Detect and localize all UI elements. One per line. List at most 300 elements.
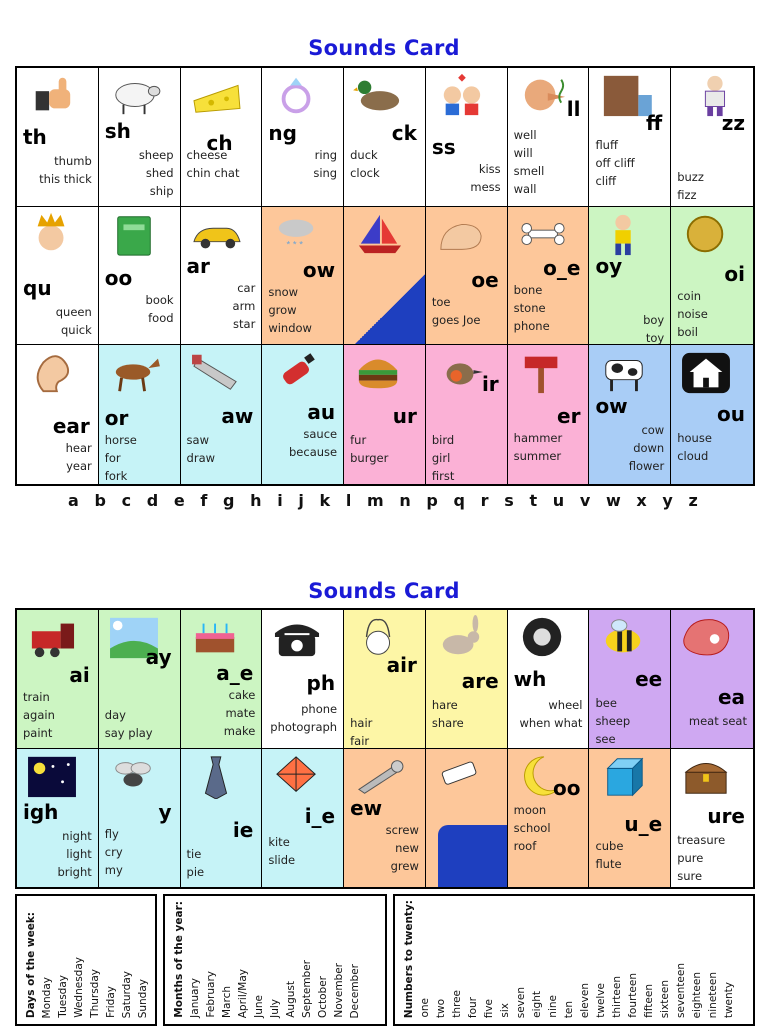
example-word: smell: [513, 164, 545, 178]
sound-cell: [589, 207, 671, 346]
list-item: thirteen: [611, 976, 623, 1018]
example-word: stone: [513, 300, 546, 315]
cake-icon: [187, 614, 245, 660]
list-item: four: [467, 996, 479, 1018]
example-word: bee: [595, 696, 617, 710]
train-icon: [23, 614, 81, 660]
sound-label: ur: [392, 404, 417, 429]
example-word: school: [513, 820, 551, 835]
sound-label: u_e: [624, 811, 663, 836]
sound-cell: [181, 68, 263, 207]
list-item: twelve: [595, 983, 607, 1018]
example-word: horse: [104, 433, 137, 448]
example-word: hear: [65, 441, 92, 456]
example-word: night: [62, 828, 92, 843]
example-word: food: [148, 310, 174, 325]
alphabet-letter: x: [636, 491, 647, 510]
example-word: saw: [186, 433, 209, 448]
telephone-icon: [268, 614, 326, 660]
sound-label: oy: [595, 253, 623, 278]
glue-tube-icon: [432, 753, 490, 799]
meat-icon: [677, 614, 735, 660]
example-word: boil: [677, 324, 698, 339]
example-word: car: [237, 280, 256, 295]
list-item: February: [205, 971, 217, 1018]
sound-cell: [181, 207, 263, 346]
boy-icon: [595, 211, 653, 257]
example-words: [677, 168, 747, 204]
example-word: off cliff: [595, 156, 635, 170]
example-words: [514, 126, 583, 198]
example-word: sheep: [138, 148, 174, 162]
list-item: eighteen: [691, 971, 703, 1018]
example-word: phone: [513, 318, 550, 333]
sound-label: ear: [52, 414, 90, 439]
svg-text:* * *: * * *: [286, 239, 304, 251]
list-item: July: [269, 999, 281, 1018]
sound-label: er: [557, 404, 581, 429]
blue-block: [438, 825, 507, 887]
example-word: share: [431, 716, 464, 730]
sound-label: ie: [232, 817, 254, 842]
example-word: sing: [313, 166, 338, 180]
example-word: cheese: [186, 148, 228, 162]
sound-cell: [589, 345, 671, 484]
example-word: sauce: [303, 427, 338, 442]
sound-label: ai: [69, 663, 90, 687]
alphabet-letter: r: [480, 491, 489, 510]
example-word: cow: [641, 423, 665, 438]
example-word: when what: [519, 716, 583, 730]
screw-icon: [350, 753, 408, 799]
example-word: roof: [513, 838, 537, 853]
example-words: [432, 431, 501, 484]
example-words: [187, 845, 256, 881]
example-words: [514, 281, 583, 335]
example-word: kiss: [478, 162, 501, 176]
car-icon: [187, 211, 245, 257]
example-words: [23, 303, 92, 339]
example-words: [677, 287, 747, 341]
example-word: house: [677, 431, 712, 446]
example-word: window: [268, 320, 312, 335]
example-word: hammer: [513, 431, 563, 446]
sound-label: ph: [306, 671, 336, 695]
example-word: hair: [350, 716, 373, 730]
list-heading: Days of the week:: [25, 911, 37, 1018]
sound-cell: [508, 207, 590, 346]
example-word: goes Joe: [431, 312, 481, 327]
sound-cell: [344, 68, 426, 207]
example-words: [105, 291, 174, 327]
wheel-icon: [514, 614, 572, 660]
sound-cell: [671, 749, 753, 888]
sound-label: i_e: [304, 803, 336, 828]
sound-cell: [344, 610, 426, 749]
list-item: fifteen: [643, 984, 655, 1018]
example-word: flute: [595, 856, 622, 871]
sound-label: ure: [707, 803, 745, 828]
alphabet-letter: l: [345, 491, 352, 510]
sound-cell: [262, 749, 344, 888]
sound-cell: [181, 345, 263, 484]
example-word: burger: [350, 451, 389, 466]
alphabet-letter: f: [200, 491, 208, 510]
list-item: April/May: [237, 968, 249, 1018]
example-word: again: [23, 708, 55, 722]
example-word: mate: [225, 706, 256, 720]
sound-label: ff: [646, 111, 663, 135]
list-item: November: [333, 963, 345, 1018]
example-words: [514, 429, 583, 465]
alphabet-letter: i: [277, 491, 283, 510]
example-word: light: [66, 846, 92, 861]
example-word: shed: [145, 166, 174, 180]
alphabet-letter: m: [367, 491, 384, 510]
alphabet-letter: b: [94, 491, 106, 510]
example-words: [677, 712, 747, 730]
sound-label: ng: [268, 121, 297, 145]
alphabet-letter: s: [504, 491, 514, 510]
example-word: screw: [385, 822, 419, 837]
example-word: paint: [23, 726, 53, 740]
example-word: quick: [60, 322, 92, 337]
example-words: [105, 431, 174, 484]
list-item: August: [285, 981, 297, 1018]
example-word: this thick: [39, 172, 92, 186]
example-words: [105, 706, 174, 742]
sound-cell: [344, 749, 426, 888]
sound-cell: [426, 610, 508, 749]
blue-wedge: [355, 274, 425, 344]
sound-cell: [671, 345, 753, 484]
sound-label: ll: [566, 97, 581, 121]
example-words: [187, 279, 256, 333]
example-words: [514, 801, 583, 855]
sounds-card-1-grid: [15, 66, 755, 486]
sound-label: ee: [635, 667, 663, 691]
sound-cell: [671, 207, 753, 346]
house-icon: [677, 349, 735, 395]
alphabet-letter: n: [399, 491, 411, 510]
ring-icon: [268, 72, 326, 118]
example-word: summer: [513, 449, 562, 464]
list-item: nineteen: [707, 971, 719, 1018]
example-word: sheep: [595, 714, 631, 728]
days-list: [23, 912, 151, 1018]
example-word: fizz: [677, 188, 697, 202]
days-box: [15, 894, 157, 1026]
sound-cell: [344, 345, 426, 484]
list-item: October: [317, 975, 329, 1018]
sound-label: wh: [513, 667, 547, 691]
example-words: [187, 146, 256, 182]
sound-cell: [344, 207, 426, 346]
smell-face-icon: [514, 72, 572, 118]
example-word: clock: [350, 166, 380, 180]
example-word: first: [431, 469, 455, 484]
example-word: bright: [57, 864, 92, 879]
sound-cell: [99, 749, 181, 888]
sound-cell: [262, 610, 344, 749]
list-item: six: [499, 1003, 511, 1018]
example-word: fork: [104, 469, 128, 484]
example-word: wall: [513, 182, 537, 196]
example-word: fly: [104, 826, 119, 841]
numbers-box: [393, 894, 755, 1026]
example-word: cake: [228, 688, 256, 702]
example-word: make: [223, 724, 256, 738]
list-item: January: [189, 978, 201, 1018]
example-word: thumb: [54, 154, 92, 168]
alphabet-letter: w: [605, 491, 621, 510]
sound-cell: [426, 68, 508, 207]
list-item: one: [419, 998, 431, 1018]
example-words: [595, 837, 664, 873]
list-item: nine: [547, 995, 559, 1018]
months-box: [163, 894, 387, 1026]
example-word: phone: [301, 702, 338, 716]
sound-label: au: [307, 400, 336, 425]
cube-icon: [595, 753, 653, 799]
list-item: Saturday: [121, 970, 133, 1018]
sheep-icon: [105, 72, 163, 118]
example-word: pure: [677, 850, 704, 865]
list-heading: Months of the year:: [173, 901, 185, 1018]
example-word: pie: [186, 864, 205, 879]
example-words: [105, 825, 174, 879]
example-word: mess: [470, 180, 501, 194]
sound-cell: [589, 68, 671, 207]
card2-title: Sounds Card: [308, 579, 460, 603]
example-word: hare: [431, 698, 458, 712]
example-word: new: [395, 840, 419, 855]
list-item: Sunday: [137, 978, 149, 1018]
list-item: fourteen: [627, 973, 639, 1018]
alphabet-letter: q: [453, 491, 465, 510]
night-sky-icon: [23, 753, 81, 799]
example-word: cube: [595, 838, 624, 853]
example-words: [23, 688, 92, 742]
sound-label: ow: [302, 257, 336, 282]
example-word: will: [513, 146, 533, 160]
sound-label: oe: [471, 267, 499, 292]
sound-cell: [262, 68, 344, 207]
example-word: girl: [431, 451, 451, 466]
alphabet-letter: k: [319, 491, 331, 510]
cliff-icon: [595, 72, 653, 118]
example-word: meat seat: [688, 714, 747, 728]
example-word: duck: [350, 148, 378, 162]
numbers-list: [401, 900, 737, 1018]
example-words: [677, 831, 747, 885]
example-word: queen: [55, 304, 92, 319]
sound-cell: [99, 610, 181, 749]
example-words: [268, 283, 337, 337]
list-item: Monday: [41, 976, 53, 1018]
example-words: [432, 160, 501, 196]
burger-icon: [350, 349, 408, 395]
example-words: [350, 431, 419, 467]
kite-icon: [268, 753, 326, 799]
sound-label: ch: [206, 131, 233, 155]
example-word: noise: [677, 306, 708, 321]
example-word: photograph: [270, 720, 338, 734]
example-words: [350, 146, 419, 182]
sound-cell: [99, 68, 181, 207]
tie-icon: [187, 753, 245, 799]
example-word: draw: [186, 451, 216, 466]
sound-cell: [671, 610, 753, 749]
hare-icon: [432, 614, 490, 660]
list-item: seventeen: [675, 963, 687, 1018]
sound-cell: [262, 207, 344, 346]
alphabet-letter: g: [223, 491, 235, 510]
list-item: twenty: [723, 981, 735, 1018]
sound-label: or: [104, 406, 129, 431]
example-word: year: [66, 459, 92, 474]
example-word: well: [513, 128, 537, 142]
example-word: arm: [232, 298, 256, 313]
example-word: coin: [677, 288, 702, 303]
alphabet-row: [68, 491, 698, 510]
list-item: June: [253, 995, 265, 1018]
card1-title: Sounds Card: [308, 36, 460, 60]
sound-label: ar: [186, 253, 210, 278]
sound-label: oo: [104, 265, 133, 290]
alphabet-letter: z: [688, 491, 698, 510]
sound-label: ck: [391, 121, 417, 145]
sound-label: o_e: [543, 255, 581, 280]
book-icon: [105, 211, 163, 257]
example-words: [23, 152, 92, 188]
sound-cell: [426, 207, 508, 346]
example-word: wheel: [548, 698, 583, 712]
example-word: cloud: [677, 449, 709, 464]
example-words: [514, 696, 583, 732]
list-item: eight: [531, 991, 543, 1018]
bone-icon: [514, 211, 572, 257]
list-item: five: [483, 998, 495, 1018]
list-item: Tuesday: [57, 975, 69, 1018]
example-words: [595, 421, 664, 475]
example-word: star: [233, 316, 256, 331]
sound-label: y: [158, 799, 172, 824]
ear-icon: [23, 349, 81, 395]
fly-icon: [105, 753, 163, 799]
example-word: because: [289, 445, 338, 460]
sound-label: ew: [350, 795, 383, 820]
months-list: [171, 901, 363, 1018]
saw-icon: [187, 349, 245, 395]
sound-cell: [181, 610, 263, 749]
sound-cell: [17, 610, 99, 749]
sound-cell: [17, 345, 99, 484]
sound-cell: [426, 749, 508, 888]
example-word: fair: [350, 734, 370, 748]
toe-icon: [432, 211, 490, 257]
sauce-bottle-icon: [268, 349, 326, 395]
list-item: seven: [515, 986, 527, 1018]
sound-label: sh: [104, 119, 131, 143]
list-item: ten: [563, 1000, 575, 1018]
queen-icon: [23, 211, 81, 257]
coin-icon: [677, 211, 735, 257]
list-item: December: [349, 963, 361, 1018]
alphabet-letter: j: [298, 491, 304, 510]
list-item: Thursday: [89, 969, 101, 1018]
example-word: toe: [431, 294, 451, 309]
example-words: [350, 821, 419, 875]
sound-cell: [181, 749, 263, 888]
example-word: tie: [186, 846, 202, 861]
example-words: [595, 311, 664, 346]
alphabet-letter: c: [121, 491, 132, 510]
example-word: grew: [390, 858, 419, 873]
list-item: sixteen: [659, 979, 671, 1018]
list-item: eleven: [579, 982, 591, 1018]
example-word: ship: [149, 184, 174, 198]
sound-cell: [17, 207, 99, 346]
example-word: fur: [350, 433, 367, 448]
sound-label: ow: [595, 394, 628, 419]
sound-label: zz: [721, 111, 745, 135]
example-word: see: [595, 732, 616, 746]
example-words: [350, 714, 419, 749]
sound-label: igh: [23, 799, 59, 824]
sound-label: ay: [145, 645, 172, 669]
alphabet-letter: u: [552, 491, 565, 510]
list-item: Wednesday: [73, 957, 85, 1018]
bee-icon: [595, 614, 653, 660]
thumbs-up-icon: [23, 72, 81, 118]
list-heading: Numbers to twenty:: [403, 899, 415, 1018]
list-item: two: [435, 998, 447, 1018]
example-word: for: [104, 451, 121, 466]
example-word: boy: [643, 312, 665, 327]
sound-cell: [671, 68, 753, 207]
treasure-chest-icon: [677, 753, 735, 799]
list-item: September: [301, 959, 313, 1018]
example-words: [23, 827, 92, 881]
sound-label: oo: [552, 775, 581, 800]
alphabet-letter: d: [146, 491, 159, 510]
example-word: kite: [268, 834, 290, 849]
sound-label: oi: [724, 261, 745, 286]
example-word: down: [633, 441, 665, 456]
example-word: cliff: [595, 174, 617, 188]
sound-label: are: [461, 669, 499, 693]
snow-cloud-icon: [268, 211, 326, 257]
example-word: train: [23, 690, 50, 704]
example-words: [677, 429, 747, 465]
sound-cell: [99, 345, 181, 484]
sound-label: a_e: [216, 661, 254, 685]
example-word: my: [104, 862, 123, 877]
alphabet-letter: v: [579, 491, 591, 510]
example-word: grow: [268, 302, 297, 317]
list-item: three: [451, 990, 463, 1018]
example-word: sure: [677, 868, 703, 883]
sound-cell: [426, 345, 508, 484]
duck-icon: [350, 72, 408, 118]
list-item: Friday: [105, 986, 117, 1018]
sound-cell: [17, 68, 99, 207]
example-word: bird: [431, 433, 455, 448]
example-words: [105, 146, 174, 200]
example-word: toy: [645, 330, 665, 345]
example-word: cry: [104, 844, 123, 859]
